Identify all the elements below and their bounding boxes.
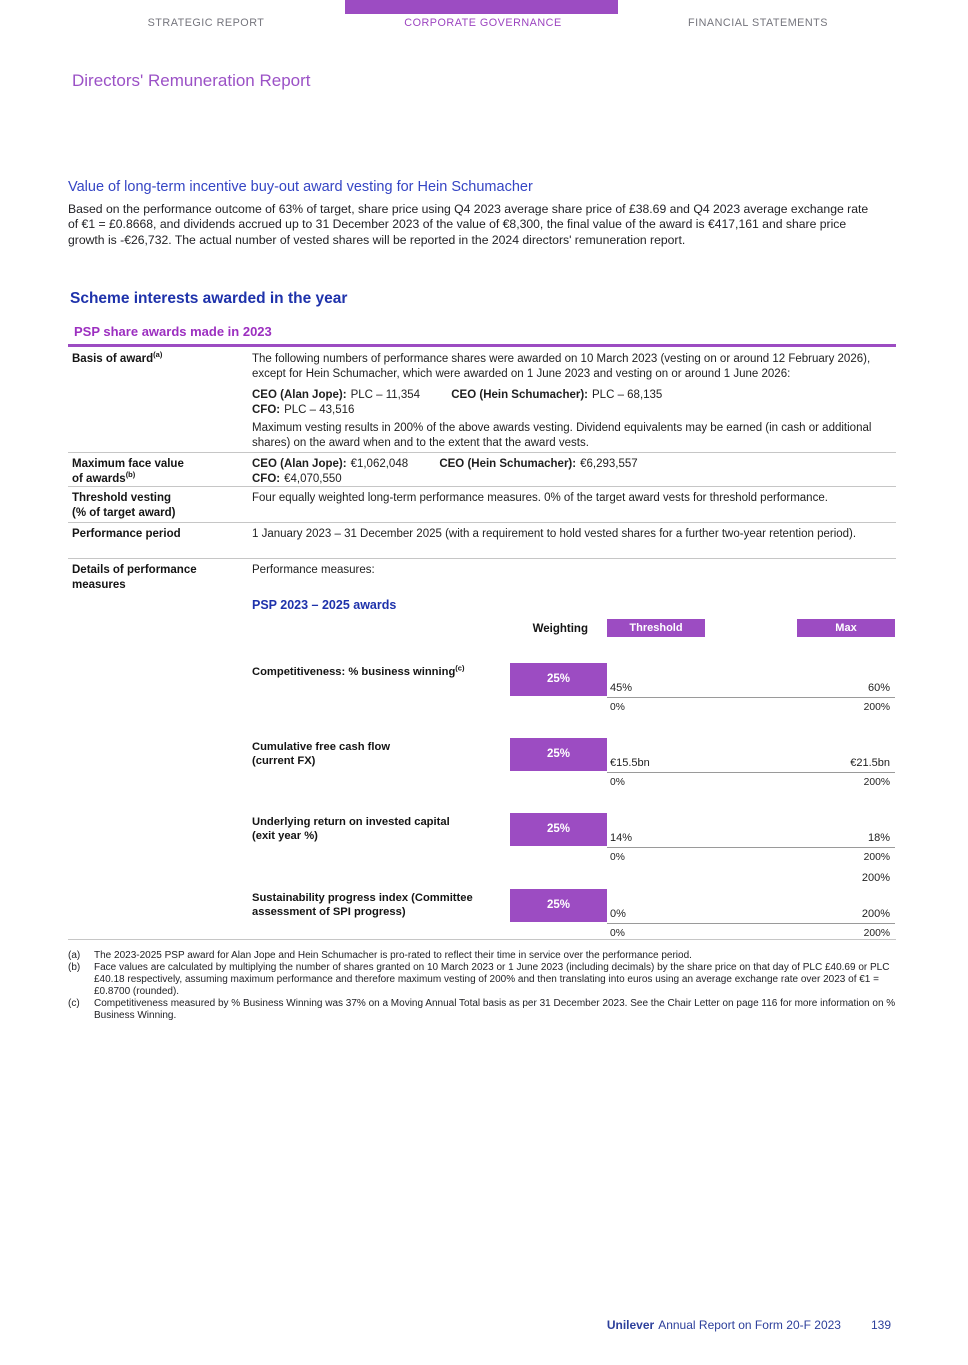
row-content: 1 January 2023 – 31 December 2025 (with a requirement to hold vested shares for a further two-year retention period). bbox=[252, 528, 857, 540]
footnote-text: The 2023-2025 PSP award for Alan Jope and Hein Schumacher is pro-rated to reflect their time in service over the performance period. bbox=[94, 950, 692, 961]
cfo-face-value bbox=[252, 473, 342, 485]
performance-measures-intro: Performance measures: bbox=[252, 564, 375, 576]
tab-corporate-governance[interactable]: CORPORATE GOVERNANCE bbox=[404, 17, 562, 29]
measure-name-line2: (exit year %) bbox=[252, 830, 318, 842]
measure-name-line1: Cumulative free cash flow bbox=[252, 741, 391, 753]
measure-name-line1: Underlying return on invested capital bbox=[252, 816, 450, 828]
weighting-bar: 25% bbox=[510, 663, 607, 696]
ceo-awards-line bbox=[252, 388, 896, 403]
row-content: Four equally weighted long-term performance measures. 0% of the target award vests for threshold performance. bbox=[252, 492, 828, 504]
payout-max: 200% bbox=[863, 852, 890, 863]
max-value: 60% bbox=[867, 681, 890, 694]
row-label: Performance period bbox=[72, 528, 181, 540]
scale-values bbox=[607, 813, 895, 848]
ceo-schumacher-value: PLC – 68,135 bbox=[592, 389, 663, 401]
cfo-face-value-line bbox=[252, 472, 896, 487]
table-row-performance-measures bbox=[68, 558, 896, 940]
measure-name-line1: Sustainability progress index (Committee bbox=[252, 892, 473, 904]
measure-name-line2: (current FX) bbox=[252, 755, 316, 767]
payout-min: 0% bbox=[610, 702, 625, 713]
scale-payout bbox=[607, 698, 895, 716]
basis-para2: Maximum vesting results in 200% of the above awards vesting. Dividend equivalents may be earned (in cash or additional shares) on the award when and to the extent that the award vests. bbox=[252, 422, 872, 449]
measure-name bbox=[252, 740, 506, 768]
max-value: €21.5bn bbox=[850, 756, 890, 769]
scale-values bbox=[607, 663, 895, 698]
payout-min: 0% bbox=[610, 777, 625, 788]
scale-values bbox=[607, 889, 895, 924]
measure-scale bbox=[607, 663, 895, 716]
psp-subheading: PSP share awards made in 2023 bbox=[74, 324, 272, 339]
buyout-section-heading: Value of long-term incentive buy-out award vesting for Hein Schumacher bbox=[68, 179, 533, 195]
basis-awards bbox=[252, 388, 896, 417]
measure-scale bbox=[607, 738, 895, 791]
page-title: Directors' Remuneration Report bbox=[72, 71, 311, 90]
footnotes bbox=[68, 950, 900, 1022]
max-value: 200% bbox=[861, 907, 890, 920]
ceo-jope-value: PLC – 11,354 bbox=[350, 389, 421, 401]
cfo-award bbox=[252, 404, 354, 416]
scale-payout bbox=[607, 924, 895, 942]
max-value: 18% bbox=[867, 831, 890, 844]
footnote-text: Face values are calculated by multiplying the number of shares granted on 10 March 2023 or 1 June 2023 (including decimals) by the share price on that day of PLC £40.69 or PLC £40.18 respectively, assuming maximum performance and therefore maximum vesting of 200% and then translating into euros using an average exchange rate over 2023 of €1 = £0.8700 (rounded). bbox=[94, 962, 890, 997]
ceo-face-values-line bbox=[252, 457, 896, 472]
footer-brand: Unilever bbox=[606, 1318, 655, 1332]
cfo-award-line bbox=[252, 403, 896, 418]
table-row-basis-of-award bbox=[68, 347, 896, 452]
cfo-label: CFO: bbox=[252, 472, 281, 485]
table-row-performance-period bbox=[68, 522, 896, 558]
ceo-schumacher-label: CEO (Hein Schumacher): bbox=[439, 458, 577, 470]
footer-title: Annual Report on Form 20-F 2023 bbox=[658, 1318, 841, 1332]
cfo-value: PLC – 43,516 bbox=[284, 403, 355, 416]
row-label bbox=[68, 487, 252, 522]
ceo-jope-value: €1,062,048 bbox=[350, 458, 409, 470]
psp-awards-chart bbox=[252, 598, 896, 941]
weighting-bar: 25% bbox=[510, 889, 607, 922]
footnote-c bbox=[68, 998, 900, 1022]
footnote-a bbox=[68, 950, 900, 962]
threshold-column-header: Threshold bbox=[607, 619, 705, 637]
active-tab-indicator bbox=[345, 0, 618, 14]
row-label bbox=[68, 453, 252, 486]
row-label bbox=[68, 347, 252, 452]
footnote-b bbox=[68, 962, 900, 998]
measure-free-cash-flow bbox=[252, 738, 896, 813]
measure-name bbox=[252, 815, 506, 843]
ceo-schumacher-value: €6,293,557 bbox=[580, 458, 638, 470]
table-row-face-value bbox=[68, 452, 896, 486]
payout-max: 200% bbox=[863, 702, 890, 713]
footnote-ref-a: (a) bbox=[153, 350, 163, 360]
buyout-section-body: Based on the performance outcome of 63% of target, share price using Q4 2023 average share price of £38.69 and Q4 2023 average exchange rate of €1 = £0.8668, and dividends accrued up to 31 December 2023 of the value of €8,300, the final value of the award is €417,161 and share price growth is -€26,732. The actual number of vested shares will be reported in the 2024 directors' remuneration report. bbox=[68, 202, 869, 247]
weighting-bar: 25% bbox=[510, 738, 607, 771]
ceo-jope-award bbox=[252, 389, 420, 401]
threshold-value: 45% bbox=[610, 681, 633, 694]
row-content bbox=[252, 559, 896, 939]
threshold-value: 0% bbox=[610, 907, 626, 920]
footnote-ref-b: (b) bbox=[125, 469, 136, 479]
cfo-value: €4,070,550 bbox=[284, 472, 342, 485]
basis-para1: The following numbers of performance shares were awarded on 10 March 2023 (vesting on or around 12 February 2026), except for Hein Schumacher, which were awarded on 1 June 2023 and vesting on or around 1 June 2026: bbox=[252, 353, 871, 380]
row-label-line2 bbox=[72, 469, 244, 487]
row-label-line1: Maximum face value bbox=[72, 458, 184, 470]
chart-title: PSP 2023 – 2025 awards bbox=[252, 598, 397, 612]
payout-max: 200% bbox=[863, 928, 890, 939]
weighting-bar: 25% bbox=[510, 813, 607, 846]
footnote-marker: (a) bbox=[68, 950, 81, 961]
footnote-marker: (b) bbox=[68, 962, 81, 973]
payout-min: 0% bbox=[610, 928, 625, 939]
footnote-marker: (c) bbox=[68, 998, 80, 1009]
payout-max: 200% bbox=[863, 777, 890, 788]
row-label-line2: (% of target award) bbox=[72, 506, 176, 519]
payout-min: 0% bbox=[610, 852, 625, 863]
weighting-column-header: Weighting bbox=[532, 623, 588, 635]
page-number: 139 bbox=[870, 1318, 891, 1332]
footnote-ref-c: (c) bbox=[455, 663, 465, 673]
footnote-text: Competitiveness measured by % Business Winning was 37% on a Moving Annual Total basis as per 31 December 2023. See the Chair Letter on page 116 for more information on % Business Winning. bbox=[94, 998, 896, 1021]
ceo-schumacher-label: CEO (Hein Schumacher): bbox=[451, 389, 588, 401]
ceo-jope-label: CEO (Alan Jope): bbox=[252, 389, 347, 401]
stray-max-label: 200% bbox=[861, 872, 890, 884]
tab-strategic-report[interactable]: STRATEGIC REPORT bbox=[147, 17, 265, 29]
measure-scale bbox=[607, 813, 895, 866]
table-row-threshold-vesting bbox=[68, 486, 896, 522]
measure-name bbox=[252, 665, 506, 679]
measure-name-text: Competitiveness: % business winning bbox=[252, 666, 456, 678]
ceo-jope-face-value bbox=[252, 458, 408, 470]
max-column-header: Max bbox=[797, 619, 895, 637]
ceo-schumacher-face-value bbox=[439, 458, 637, 470]
row-label-line2-text: of awards bbox=[72, 472, 126, 485]
row-content bbox=[252, 453, 896, 486]
tab-financial-statements[interactable]: FINANCIAL STATEMENTS bbox=[688, 17, 828, 29]
row-content bbox=[252, 347, 896, 452]
ceo-jope-label: CEO (Alan Jope): bbox=[252, 458, 347, 470]
scale-payout bbox=[607, 848, 895, 866]
row-label: Details of performance measures bbox=[72, 564, 197, 591]
psp-award-table bbox=[68, 347, 896, 940]
scheme-section-heading: Scheme interests awarded in the year bbox=[70, 290, 348, 307]
measure-competitiveness bbox=[252, 663, 896, 738]
measure-name bbox=[252, 891, 506, 919]
row-label-text: Basis of award bbox=[72, 353, 154, 365]
cfo-label: CFO: bbox=[252, 403, 281, 416]
page-footer bbox=[607, 1318, 891, 1332]
row-label-line1: Threshold vesting bbox=[72, 492, 172, 504]
scale-payout bbox=[607, 773, 895, 791]
measure-scale bbox=[607, 889, 895, 942]
measure-name-line2: assessment of SPI progress) bbox=[252, 906, 406, 918]
threshold-value: 14% bbox=[610, 831, 633, 844]
ceo-schumacher-award bbox=[451, 389, 662, 401]
scale-values bbox=[607, 738, 895, 773]
threshold-value: €15.5bn bbox=[610, 756, 650, 769]
